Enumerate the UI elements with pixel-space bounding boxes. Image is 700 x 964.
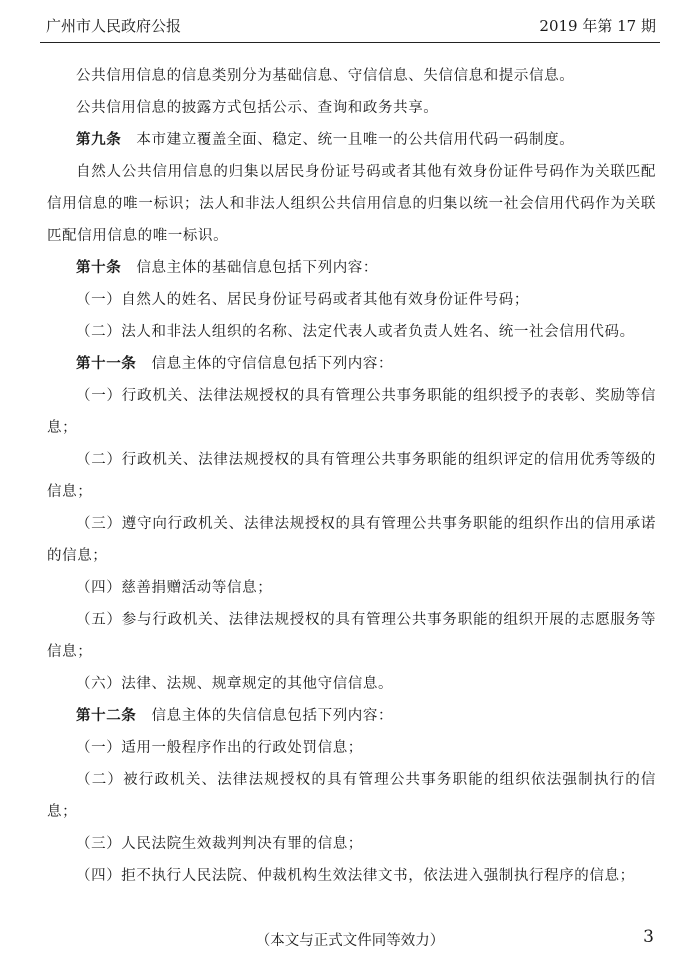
paragraph-text: （三）人民法院生效裁判判决有罪的信息； (76, 836, 363, 852)
paragraph-text: （四）拒不执行人民法院、仲裁机构生效法律文书，依法进入强制执行程序的信息； (76, 868, 635, 884)
page-footer (0, 925, 700, 955)
paragraph (47, 284, 656, 316)
article-heading: 第十条 (76, 259, 122, 276)
paragraph-text: （四）慈善捐赠活动等信息； (76, 580, 273, 596)
article-heading: 第九条 (76, 131, 122, 148)
paragraph (47, 828, 656, 860)
paragraph (47, 316, 656, 348)
page-number: 3 (643, 927, 654, 947)
paragraph (47, 700, 656, 732)
paragraph (47, 380, 656, 444)
paragraph-text: （五）参与行政机关、法律法规授权的具有管理公共事务职能的组织开展的志愿服务等信息； (47, 612, 656, 660)
issue-number: 2019 年第 17 期 (539, 17, 656, 35)
paragraph-text: 公共信用信息的信息类别分为基础信息、守信信息、失信信息和提示信息。 (76, 68, 575, 84)
paragraph (47, 668, 656, 700)
paragraph (47, 156, 656, 252)
page-header (40, 12, 660, 43)
paragraph (47, 60, 656, 92)
paragraph (47, 764, 656, 828)
paragraph (47, 92, 656, 124)
paragraph-text: 本市建立覆盖全面、稳定、统一且唯一的公共信用代码一码制度。 (121, 132, 575, 148)
paragraph (47, 252, 656, 284)
paragraph (47, 572, 656, 604)
paragraph-text: 公共信用信息的披露方式包括公示、查询和政务共享。 (76, 100, 439, 116)
article-heading: 第十一条 (76, 355, 137, 372)
footer-note: （本文与正式文件同等效力） (255, 933, 445, 949)
paragraph-text: 信息主体的基础信息包括下列内容： (121, 260, 379, 276)
paragraph (47, 860, 656, 892)
paragraph-text: （六）法律、法规、规章规定的其他守信信息。 (76, 676, 394, 692)
paragraph (47, 508, 656, 572)
paragraph-text: （一）行政机关、法律法规授权的具有管理公共事务职能的组织授予的表彰、奖励等信息； (47, 388, 656, 436)
paragraph (47, 732, 656, 764)
paragraph-text: （一）自然人的姓名、居民身份证号码或者其他有效身份证件号码； (76, 292, 529, 308)
paragraph (47, 124, 656, 156)
paragraph-text: 信息主体的守信信息包括下列内容： (136, 356, 394, 372)
publication-title: 广州市人民政府公报 (46, 17, 182, 35)
paragraph-text: （二）法人和非法人组织的名称、法定代表人或者负责人姓名、统一社会信用代码。 (76, 324, 635, 340)
paragraph-text: （一）适用一般程序作出的行政处罚信息； (76, 740, 363, 756)
paragraph (47, 604, 656, 668)
paragraph-text: （二）被行政机关、法律法规授权的具有管理公共事务职能的组织依法强制执行的信息； (47, 772, 656, 820)
article-heading: 第十二条 (76, 707, 137, 724)
paragraph (47, 444, 656, 508)
paragraph-text: 自然人公共信用信息的归集以居民身份证号码或者其他有效身份证件号码作为关联匹配信用信息的唯一标识；法人和非法人组织公共信用信息的归集以统一社会信用代码作为关联匹配信用信息的唯一标识。 (47, 164, 656, 244)
paragraph-text: （三）遵守向行政机关、法律法规授权的具有管理公共事务职能的组织作出的信用承诺的信息； (47, 516, 656, 564)
paragraph (47, 348, 656, 380)
paragraph-text: （二）行政机关、法律法规授权的具有管理公共事务职能的组织评定的信用优秀等级的信息； (47, 452, 656, 500)
paragraph-text: 信息主体的失信信息包括下列内容： (136, 708, 394, 724)
document-body (47, 60, 656, 892)
